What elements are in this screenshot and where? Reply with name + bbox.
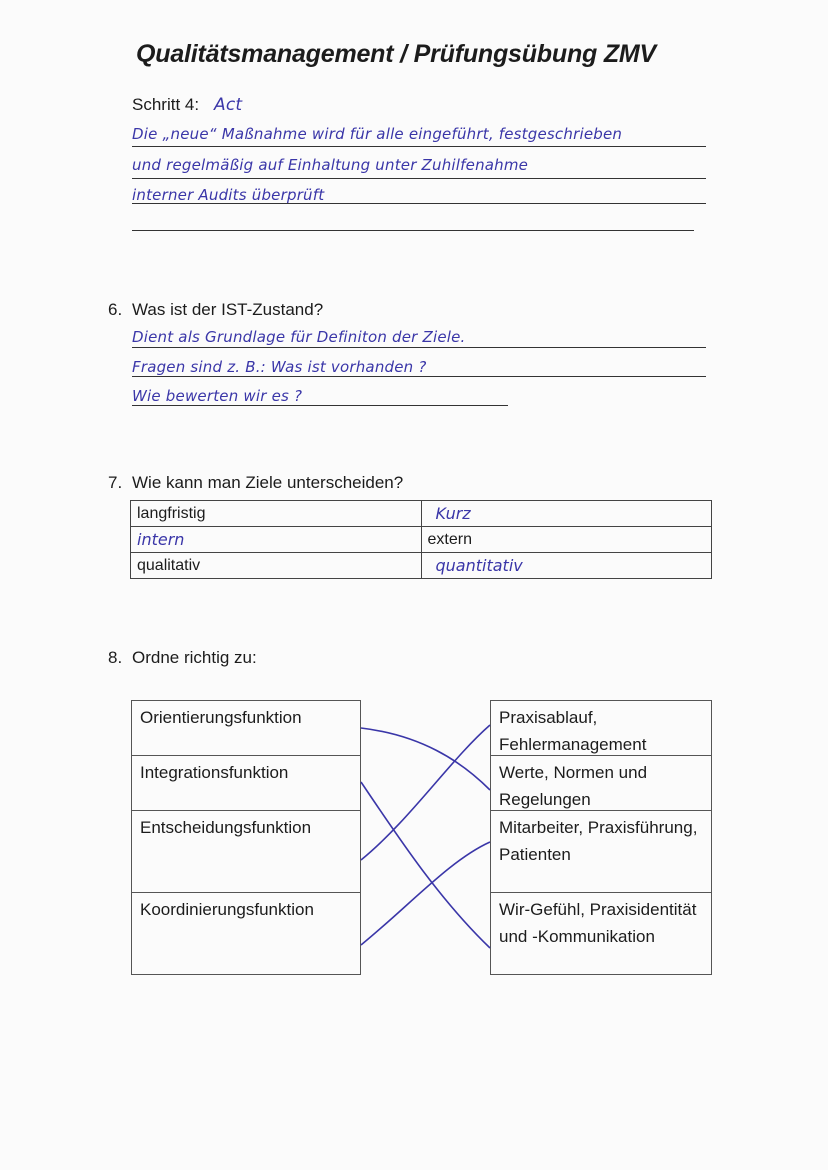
answer-rule (132, 347, 706, 348)
goal-cell-handwritten: intern (131, 527, 422, 553)
q6-answer-line-1: Dient als Grundlage für Definiton der Ziele. (132, 328, 466, 346)
answer-rule (132, 376, 706, 377)
answer-rule (132, 178, 706, 179)
match-line-orientierung (361, 728, 490, 790)
answer-rule (132, 146, 706, 147)
q7-number: 7. (108, 473, 123, 492)
step4-answer-line-2: und regelmäßig auf Einhaltung unter Zuhilfenahme (132, 156, 529, 174)
right-description-label: Praxisablauf, Fehlermanagement (499, 708, 647, 754)
left-function-label: Integrationsfunktion (140, 763, 289, 782)
answer-rule (132, 230, 694, 231)
right-description-box (490, 810, 712, 893)
left-function-label: Orientierungsfunktion (140, 708, 302, 727)
right-description-label: Werte, Normen und Regelungen (499, 763, 648, 809)
answer-rule (132, 203, 706, 204)
match-line-entscheidung (361, 725, 490, 860)
right-description-box (490, 755, 712, 811)
goal-cell-printed: extern (421, 527, 712, 553)
step4-answer-line-1: Die „neue“ Maßnahme wird für alle eingeführt, festgeschrieben (132, 125, 623, 143)
goal-cell-printed: qualitativ (131, 553, 422, 579)
q6-answer-line-2: Fragen sind z. B.: Was ist vorhanden ? (132, 358, 427, 376)
goal-cell-handwritten: Kurz (421, 501, 712, 527)
q7-question: Wie kann man Ziele unterscheiden? (132, 473, 404, 492)
step4-label: Schritt 4: (132, 95, 200, 114)
table-row (131, 553, 712, 579)
goals-table (130, 500, 712, 579)
left-function-box (131, 755, 361, 811)
left-function-box (131, 810, 361, 893)
right-description-label: Wir-Gefühl, Praxisidentität und -Kommunikation (499, 900, 697, 946)
goal-cell-printed: langfristig (131, 501, 422, 527)
right-description-box (490, 700, 712, 756)
q6-question: Was ist der IST-Zustand? (132, 300, 324, 319)
match-line-integration (361, 782, 490, 948)
q6-answer-line-3: Wie bewerten wir es ? (132, 387, 303, 405)
table-row (131, 501, 712, 527)
left-function-box (131, 892, 361, 975)
page-title: Qualitätsmanagement / Prüfungsübung ZMV (136, 40, 657, 68)
right-description-label: Mitarbeiter, Praxisführung, Patienten (499, 818, 698, 864)
goal-cell-handwritten: quantitativ (421, 553, 712, 579)
table-row (131, 527, 712, 553)
step4-label-answer: Act (214, 95, 243, 115)
left-function-label: Entscheidungsfunktion (140, 818, 312, 837)
q8-question: Ordne richtig zu: (132, 648, 257, 667)
q6-number: 6. (108, 300, 123, 319)
left-function-box (131, 700, 361, 756)
answer-rule (132, 405, 508, 406)
match-line-koordinierung (361, 842, 490, 945)
left-function-label: Koordinierungsfunktion (140, 900, 314, 919)
q8-number: 8. (108, 648, 123, 667)
right-description-box (490, 892, 712, 975)
step4-answer-line-3: interner Audits überprüft (132, 186, 325, 204)
